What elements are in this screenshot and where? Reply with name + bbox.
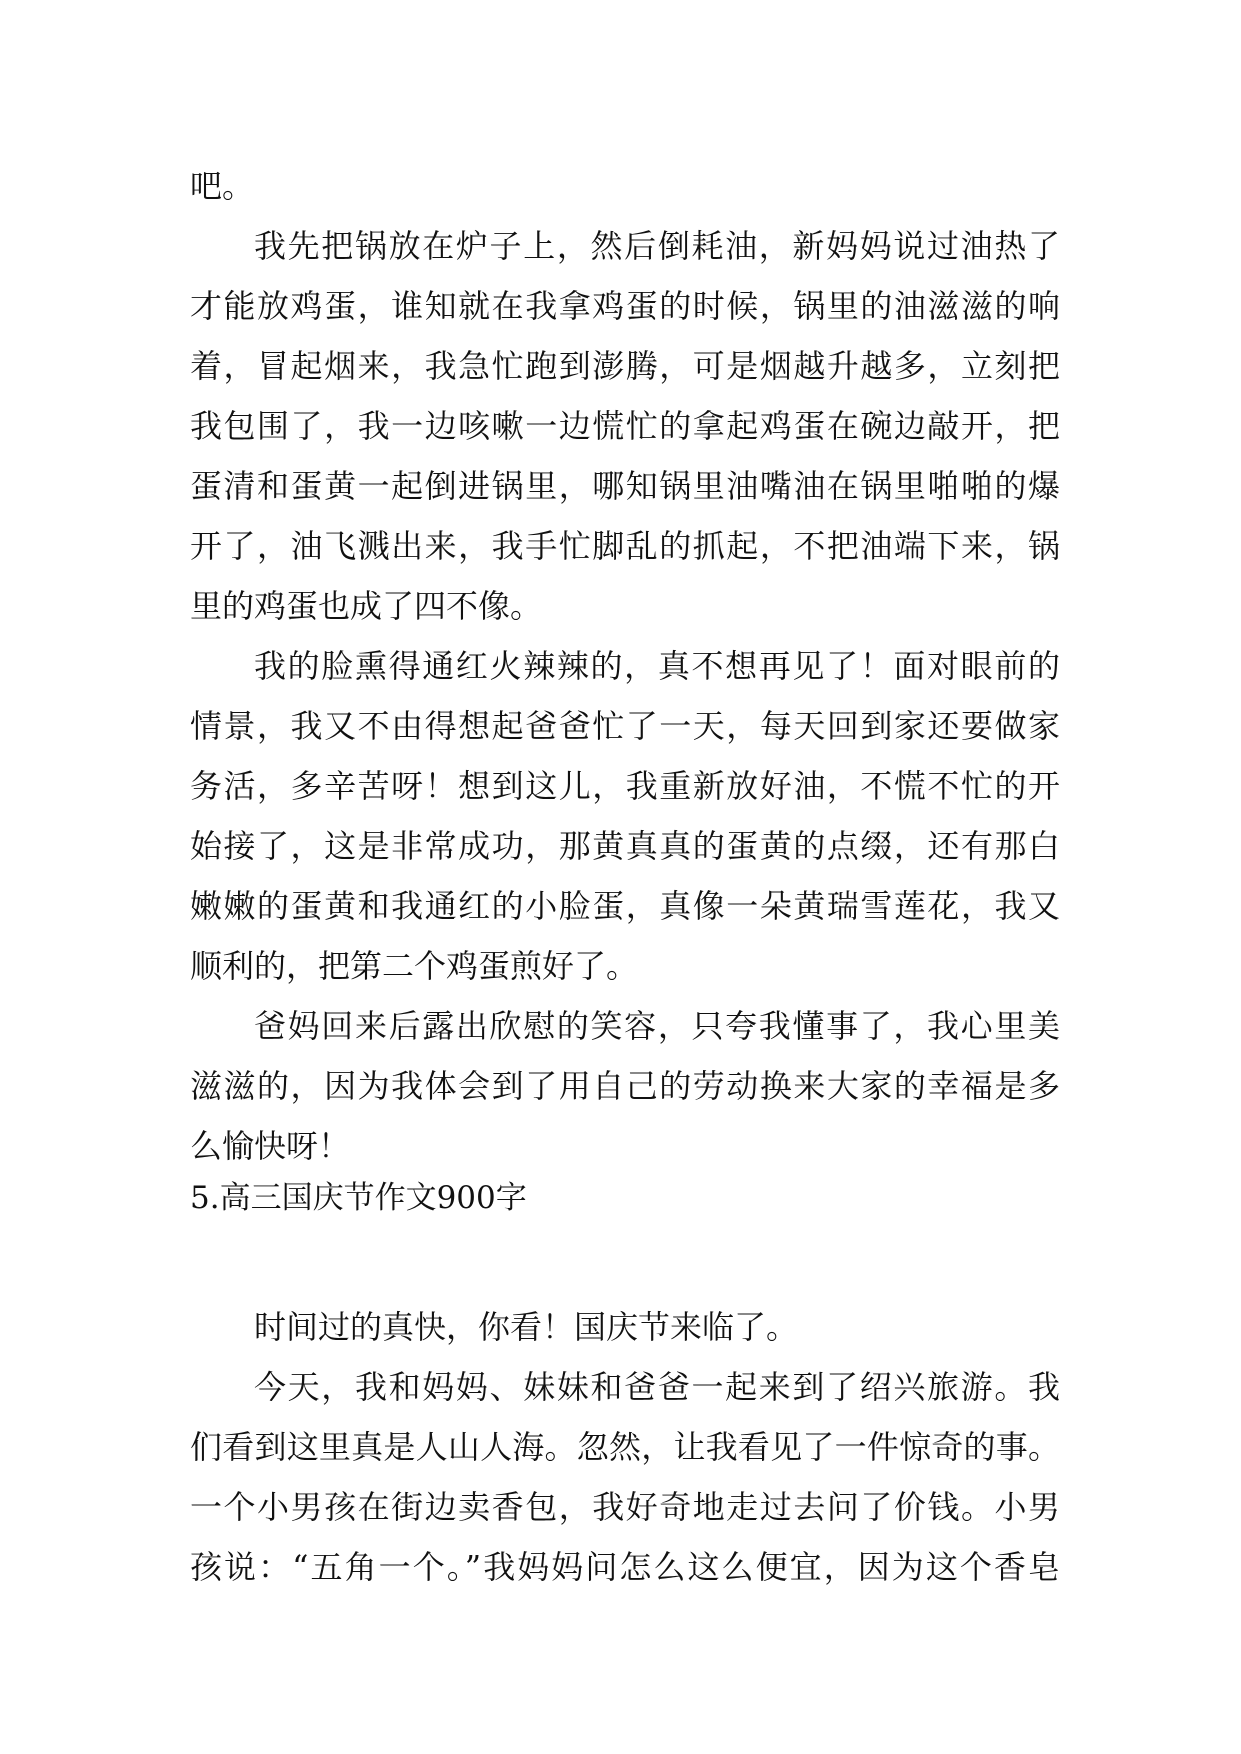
text-line: 滋滋的，因为我体会到了用自己的劳动换来大家的幸福是多 xyxy=(190,1067,1060,1105)
text-line: 时间过的真快，你看！国庆节来临了。 xyxy=(254,1308,799,1346)
text-line: 么愉快呀！ xyxy=(190,1127,351,1165)
text-line: 爸妈回来后露出欣慰的笑容，只夸我懂事了，我心里美 xyxy=(254,1007,1060,1045)
text-line: 我的脸熏得通红火辣辣的，真不想再见了！面对眼前的 xyxy=(254,647,1060,685)
text-line: 顺利的，把第二个鸡蛋煎好了。 xyxy=(190,947,639,985)
text-line: 今天，我和妈妈、妹妹和爸爸一起来到了绍兴旅游。我 xyxy=(254,1368,1060,1406)
text-line: 蛋清和蛋黄一起倒进锅里，哪知锅里油嘴油在锅里啪啪的爆 xyxy=(190,467,1060,505)
text-line: 嫩嫩的蛋黄和我通红的小脸蛋，真像一朵黄瑞雪莲花，我又 xyxy=(190,887,1060,925)
text-line: 我包围了，我一边咳嗽一边慌忙的拿起鸡蛋在碗边敲开，把 xyxy=(190,407,1060,445)
text-line: 一个小男孩在街边卖香包，我好奇地走过去问了价钱。小男 xyxy=(190,1488,1060,1526)
section-heading: 5.高三国庆节作文900字 xyxy=(190,1180,527,1216)
text-line: 吧。 xyxy=(190,167,255,205)
text-line: 孩说：“五角一个。”我妈妈问怎么这么便宜，因为这个香皂 xyxy=(190,1548,1060,1586)
text-line: 我先把锅放在炉子上，然后倒耗油，新妈妈说过油热了 xyxy=(254,227,1060,265)
text-line: 开了，油飞溅出来，我手忙脚乱的抓起，不把油端下来，锅 xyxy=(190,527,1060,565)
text-line: 始接了，这是非常成功，那黄真真的蛋黄的点缀，还有那白 xyxy=(190,827,1060,865)
text-line: 才能放鸡蛋，谁知就在我拿鸡蛋的时候，锅里的油滋滋的响 xyxy=(190,287,1060,325)
text-line: 着，冒起烟来，我急忙跑到澎腾，可是烟越升越多，立刻把 xyxy=(190,347,1060,385)
text-line: 们看到这里真是人山人海。忽然，让我看见了一件惊奇的事。 xyxy=(190,1428,1060,1466)
text-line: 情景，我又不由得想起爸爸忙了一天，每天回到家还要做家 xyxy=(190,707,1060,745)
text-line: 里的鸡蛋也成了四不像。 xyxy=(190,587,543,625)
text-line: 务活，多辛苦呀！想到这儿，我重新放好油，不慌不忙的开 xyxy=(190,767,1060,805)
